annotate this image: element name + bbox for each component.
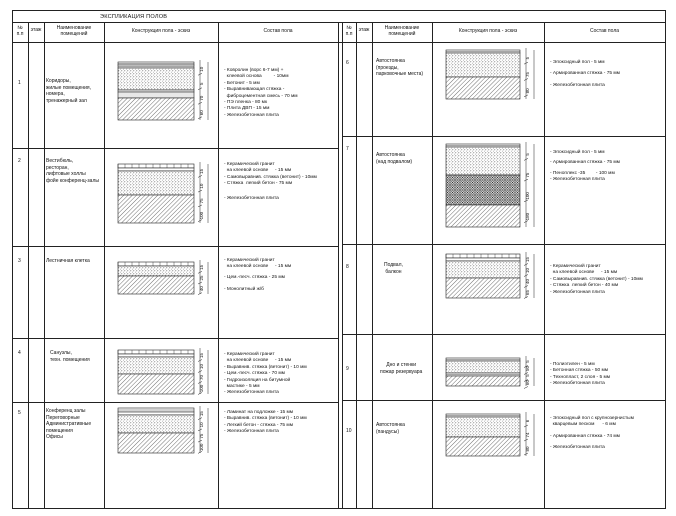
layer-text: - Армированная стяжка - 74 мм: [550, 433, 620, 439]
section-layer: [118, 266, 194, 276]
row-num: 6: [346, 60, 349, 66]
layer-text: - Железобетонная плита: [224, 112, 279, 118]
dimension-label: 60: [525, 379, 530, 386]
layer-text: - Эпоксидный пол с крупнозернистым кварцевым песком - 6 мм: [550, 416, 634, 428]
section-layer: [446, 417, 520, 437]
dimension-label: 40: [199, 286, 204, 292]
layer-text: - Железобетонная плита: [224, 429, 279, 435]
layer-text: - Стяжка легкий бетон - 40 мм: [550, 283, 619, 289]
section-layer: [118, 374, 194, 394]
floor-layers: [550, 264, 643, 296]
dimension-label: 74: [525, 432, 530, 438]
dimension-label: 80: [525, 446, 530, 452]
dimension-label: 100: [525, 192, 530, 200]
layer-text: - Керамический гранит на клеевой основе - 15 мм: [224, 352, 292, 364]
section-layer: [446, 437, 520, 456]
section-layer: [118, 164, 194, 168]
room-name: Лестничная клетка: [46, 258, 90, 264]
layer-text: - Выравнив. стяжка (ветонит) - 10 мм: [224, 364, 307, 370]
layer-text: - Легкий бетон - стяжка - 75 мм: [224, 422, 294, 428]
layer-text: - Ламинат на подложке - 15 мм: [224, 410, 294, 415]
center-divider: [338, 22, 339, 509]
section-layer: [118, 350, 194, 354]
section-layer: [118, 415, 194, 433]
row-num: 7: [346, 146, 349, 152]
section-layer: [446, 77, 520, 99]
section-layer: [446, 261, 520, 278]
layer-text: - Армированная стяжка - 75 мм: [550, 71, 620, 77]
layer-text: - Железобетонная плита: [550, 381, 605, 387]
floor-section-sketch: [440, 410, 542, 462]
frame-right: [665, 10, 666, 509]
floor-layers: [224, 352, 307, 397]
dimension-label: 10: [199, 422, 204, 428]
floor-section-sketch: [112, 404, 216, 460]
room-name: Коридоры, жилые помещения, номера, тренажерный зал: [46, 78, 92, 104]
dimension-label: 15: [199, 352, 204, 359]
row-num: 8: [346, 264, 349, 270]
header-construction: Конструкция пола - эскиз: [131, 28, 191, 34]
frame-bottom: [12, 508, 666, 509]
dimension-label: 80: [525, 88, 530, 94]
row-num: 1: [18, 80, 21, 86]
dimension-label: 10: [525, 267, 530, 274]
layer-text: - Железобетонная плита: [224, 390, 279, 396]
layer-text: - Стяжка легкий бетон - 75 мм: [224, 181, 293, 187]
dimension-label: 5: [525, 360, 530, 363]
section-layer: [118, 262, 194, 266]
floor-layers: [550, 60, 620, 89]
section-layer: [446, 205, 520, 227]
section-layer: [446, 361, 520, 373]
layer-text: - Эпоксидный пол - 5 мм: [550, 60, 605, 65]
row-num: 5: [18, 410, 21, 416]
layer-text: - Плита ДВП - 15 мм: [224, 106, 270, 112]
dimension-label: 10: [199, 66, 204, 72]
layer-text: - Эпоксидный пол - 5 мм: [550, 150, 605, 155]
dimension-label: 75: [525, 172, 530, 178]
layer-text: - Выравнивающая стяжка - фиброцементная смесь - 70 мм: [224, 87, 298, 99]
floor-section-sketch: [112, 346, 216, 398]
layer-text: - Ковролин (ворс 6-7 мм) + клеевой основа - 10мм: [224, 68, 289, 80]
dimension-label: 75: [525, 71, 530, 78]
section-layer: [446, 258, 520, 261]
dimension-label: 10: [199, 363, 204, 370]
room-name: Дно и стенки пожар резервуара: [380, 362, 423, 375]
section-layer: [446, 175, 520, 205]
layer-text: - Железобетонная плита: [550, 289, 605, 295]
layer-text: - Керамический гранит на клеевой основе - 15 мм: [550, 264, 618, 276]
header-name-right: Наименование помещений: [384, 25, 420, 37]
header-construction-right: Конструкция пола - эскиз: [458, 28, 518, 34]
header-floor: этаж: [30, 27, 42, 33]
layer-text: - Самовыравнив. стяжка (ветонит) - 10мм: [224, 174, 317, 180]
floor-layers: [224, 258, 291, 294]
floor-layers: [550, 150, 620, 184]
row-num: 9: [346, 366, 349, 372]
room-name: Вестибюль, ресторан, лифтовые холлы фойе конференц-залы: [46, 158, 99, 184]
layer-text: - Гидроизоляция на битумной мастике - 5 мм: [224, 377, 291, 390]
layer-text: - Бетонит - 5 мм: [224, 80, 260, 86]
dimension-label: 5: [199, 82, 204, 86]
frame-top: [12, 10, 666, 11]
layer-text: - Железобетонная плита: [224, 195, 279, 201]
floor-section-sketch: [112, 160, 216, 234]
dimension-label: 15: [525, 256, 530, 263]
dimension-label: 75: [199, 433, 204, 439]
section-layer: [446, 147, 520, 175]
row-num: 3: [18, 258, 21, 264]
floor-section-sketch: [440, 46, 542, 108]
section-layer: [118, 92, 194, 98]
section-layer: [118, 98, 194, 120]
dimension-label: 15: [199, 411, 204, 417]
dimension-label: 6: [525, 419, 530, 423]
floor-section-sketch: [112, 58, 216, 122]
title-divider: [12, 22, 666, 23]
layer-text: - Керамический гранит на клеевой основе - 15 мм: [224, 162, 292, 174]
header-floor-right: этаж: [358, 27, 370, 33]
dimension-label: 100: [199, 384, 204, 393]
dimension-label: 15: [199, 264, 204, 270]
row-num: 10: [346, 428, 352, 434]
dimension-label: 70: [199, 374, 204, 381]
frame-left: [12, 10, 13, 509]
sheet-title: ЭКСПЛИКАЦИЯ ПОЛОВ: [100, 14, 168, 20]
layer-text: - Технопласт, 2 слоя - 5 мм: [550, 374, 611, 380]
section-layer: [118, 68, 194, 90]
dimension-tick: [524, 387, 528, 389]
dimension-label: 75: [199, 198, 204, 204]
section-layer: [118, 412, 194, 415]
layer-text: - Армированная стяжка - 75 мм: [550, 160, 620, 166]
header-name: Наименование помещений: [56, 25, 92, 37]
floor-layers: [550, 416, 634, 452]
layer-text: - Железобетонная плита: [550, 177, 605, 183]
section-layer: [446, 376, 520, 386]
dimension-label: 40: [525, 278, 530, 285]
layer-text: - Монолитный ж/б: [224, 287, 264, 293]
room-name: Подвал, балкон: [384, 262, 403, 275]
dimension-label: 180: [525, 212, 530, 221]
section-layer: [446, 278, 520, 298]
header-num-right: № п.п: [345, 25, 353, 37]
section-layer: [118, 168, 194, 171]
layer-text: - Самовыравнив. стяжка (ветонит) - 10мм: [550, 276, 643, 282]
dimension-label: 15: [199, 168, 204, 174]
layer-text: - ПЭ пленка - 80 мк: [224, 100, 268, 106]
section-layer: [118, 90, 194, 92]
floor-layers: [224, 162, 317, 202]
dimension-label: 100: [199, 211, 204, 220]
room-name: Автостоянка (пандусы): [376, 422, 405, 435]
dimension-label: 70: [199, 95, 204, 101]
dimension-label: 5: [525, 374, 530, 377]
room-name: Санузлы, техн. помещения: [50, 350, 90, 363]
dimension-label: 10: [199, 183, 204, 189]
dimension-label: 100: [199, 443, 204, 452]
layer-text: - Цем.-песч. стяжка - 25 мм: [224, 274, 285, 280]
section-layer: [118, 354, 194, 357]
section-layer: [118, 433, 194, 453]
floor-section-sketch: [440, 140, 542, 234]
header-composition-right: Состав пола: [589, 28, 620, 34]
dimension-label: 65: [525, 289, 530, 296]
dimension-label: 50: [525, 365, 530, 372]
dimension-label: 5: [525, 153, 530, 156]
layer-text: - Бетонная стяжка - 50 мм: [550, 368, 609, 374]
section-layer: [118, 357, 194, 374]
room-name: Конференц залы Переговорные Административные помещения Офисы: [46, 408, 92, 441]
header-divider: [12, 42, 666, 43]
room-name: Автостоянка (над подвалом): [376, 152, 413, 165]
layer-text: - Железобетонная плита: [550, 445, 605, 451]
header-composition: Состав пола: [263, 28, 293, 34]
dimension-label: 5: [525, 56, 530, 60]
row-num: 2: [18, 158, 21, 164]
layer-text: - Пеноплекс -35 - 100 мм: [550, 170, 615, 176]
floor-section-sketch: [440, 354, 542, 388]
floor-layers: [224, 410, 307, 436]
layer-text: - Цем.-песч. стяжка - 70 мм: [224, 371, 285, 377]
row-num: 4: [18, 350, 21, 356]
section-layer: [446, 53, 520, 77]
floor-layers: [224, 68, 298, 119]
room-name: Автостоянка (проезды, парковочные места): [376, 58, 424, 78]
layer-text: - Керамический гранит на клеевой основе - 15 мм: [224, 258, 292, 270]
dimension-label: 60: [199, 110, 204, 116]
layer-text: - Выравнив. стяжка (ветонит) - 10 мм: [224, 416, 307, 422]
section-layer: [118, 276, 194, 294]
floor-section-sketch: [112, 258, 216, 306]
layer-text: - Железобетонная плита: [550, 82, 605, 88]
header-num: № п.п: [16, 25, 24, 37]
section-layer: [118, 171, 194, 195]
layer-text: - Полиэтилен - 5 мм: [550, 362, 595, 367]
floor-layers: [550, 362, 610, 388]
dimension-label: 25: [199, 275, 204, 281]
center-divider-2: [342, 22, 343, 509]
section-layer: [118, 195, 194, 223]
floor-section-sketch: [440, 250, 542, 302]
